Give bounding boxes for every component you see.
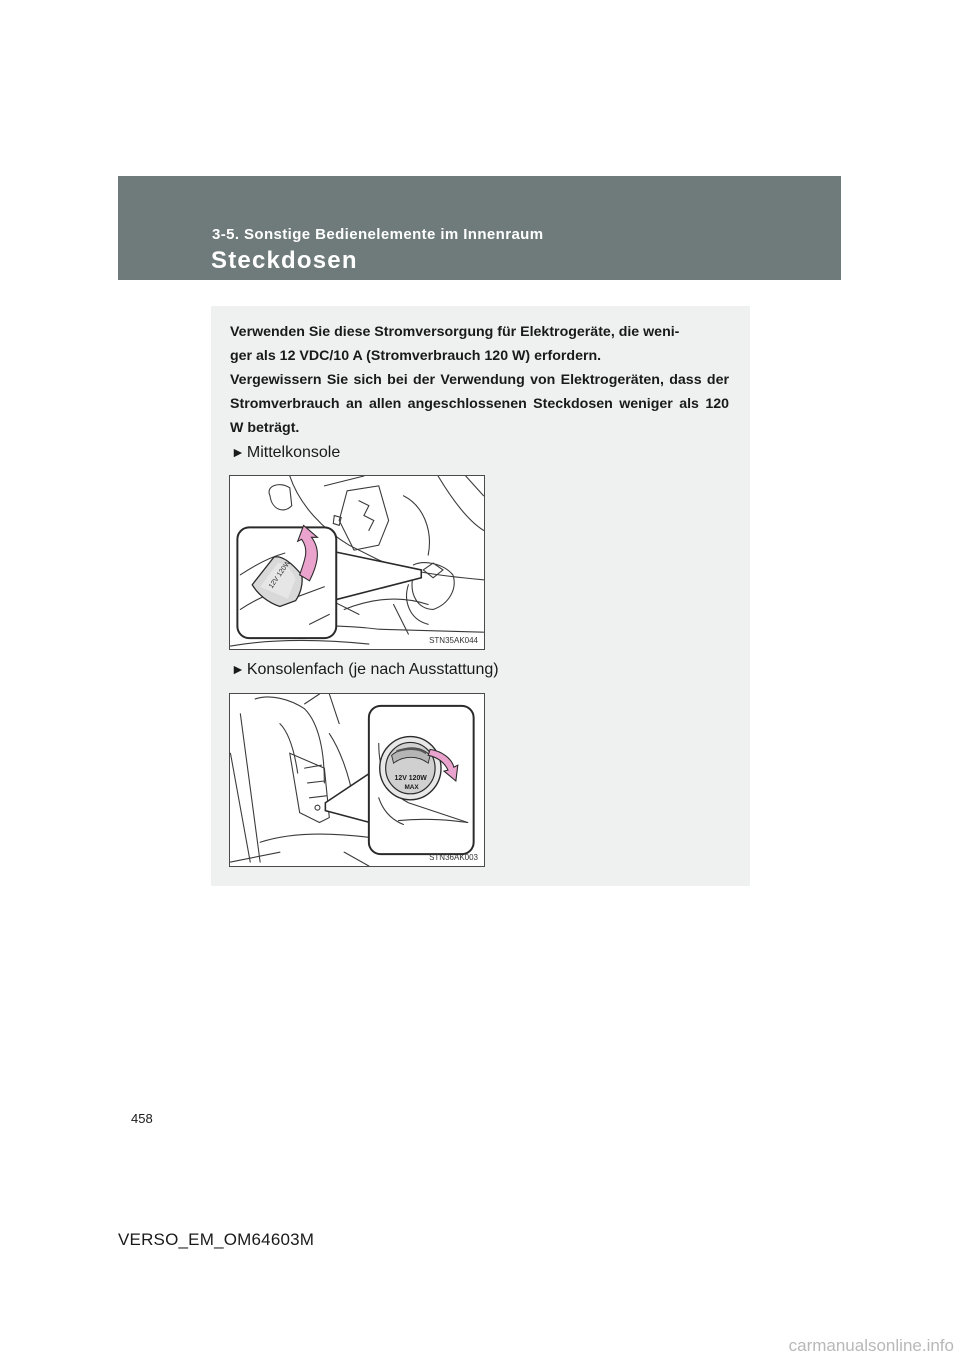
intro-line-3: Vergewissern Sie sich bei der Verwendung von Elektrogeräten, dass der Stromverbrauch an allen angeschlossenen Steckdosen weniger als 120 W beträgt. xyxy=(230,372,729,436)
figure-center-console xyxy=(229,475,485,650)
page-number: 458 xyxy=(131,1111,153,1126)
bullet-label: Konsolenfach (je nach Ausstattung) xyxy=(246,661,499,678)
intro-text xyxy=(230,320,729,440)
bullet-console-compartment xyxy=(231,661,499,679)
watermark: carmanualsonline.info xyxy=(788,1336,954,1355)
figure-console-compartment xyxy=(229,693,485,867)
figure-code: STN35AK044 xyxy=(429,636,478,645)
console-compartment-illustration xyxy=(230,694,484,866)
doc-id: VERSO_EM_OM64603M xyxy=(118,1230,315,1249)
socket-label-bottom: MAX xyxy=(404,783,419,791)
page-title: Steckdosen xyxy=(211,247,358,274)
bullet-label: Mittelkonsole xyxy=(246,444,341,461)
section-label: 3-5. Sonstige Bedienelemente im Innenraum xyxy=(212,226,544,243)
intro-line-1: Verwenden Sie diese Stromversorgung für Elektrogeräte, die weni- xyxy=(230,324,680,340)
socket-label-top: 12V 120W xyxy=(394,775,427,782)
intro-line-2: ger als 12 VDC/10 A (Stromverbrauch 120 W) erfordern. xyxy=(230,348,602,364)
socket-cap-label: 12V 120W xyxy=(267,559,293,590)
triangle-right-icon: ► xyxy=(231,661,245,677)
center-console-illustration xyxy=(230,476,484,649)
figure-code: STN36AK003 xyxy=(429,853,478,862)
triangle-right-icon: ► xyxy=(231,444,245,460)
bullet-center-console xyxy=(231,444,340,462)
